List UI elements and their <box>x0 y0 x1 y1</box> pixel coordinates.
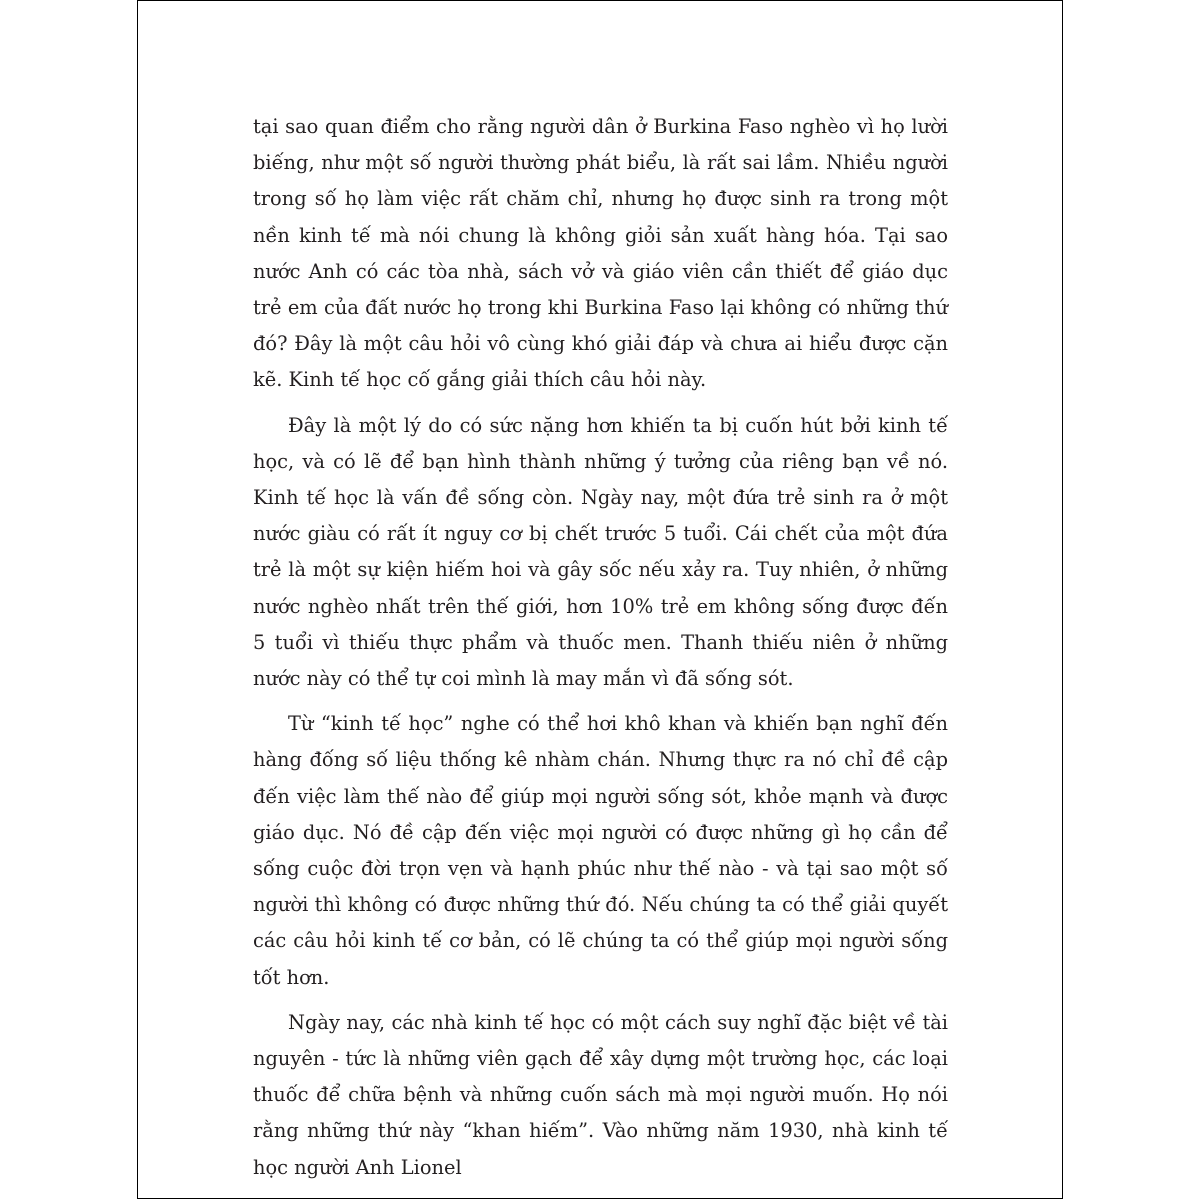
book-page <box>137 0 1063 1199</box>
paragraph-4: Ngày nay, các nhà kinh tế học có một cách suy nghĩ đặc biệt về tài nguyên - tức là những viên gạch để xây dựng một trường học, các loại thuốc để chữa bệnh và những cuốn sách mà mọi người muốn. Họ nói rằng những thứ này “khan hiếm”. Vào những năm 1930, nhà kinh tế học người Anh Lionel <box>253 1010 948 1179</box>
paragraph-2: Đây là một lý do có sức nặng hơn khiến ta bị cuốn hút bởi kinh tế học, và có lẽ để bạn hình thành những ý tưởng của riêng bạn về nó. Kinh tế học là vấn đề sống còn. Ngày nay, một đứa trẻ sinh ra ở một nước giàu có rất ít nguy cơ bị chết trước 5 tuổi. Cái chết của một đứa trẻ là một sự kiện hiếm hoi và gây sốc nếu xảy ra. Tuy nhiên, ở những nước nghèo nhất trên thế giới, hơn 10% trẻ em không sống được đến 5 tuổi vì thiếu thực phẩm và thuốc men. Thanh thiếu niên ở những nước này có thể tự coi mình là may mắn vì đã sống sót. <box>253 413 948 691</box>
paragraph-1: tại sao quan điểm cho rằng người dân ở Burkina Faso nghèo vì họ lười biếng, như một số người thường phát biểu, là rất sai lầm. Nhiều người trong số họ làm việc rất chăm chỉ, nhưng họ được sinh ra trong một nền kinh tế mà nói chung là không giỏi sản xuất hàng hóa. Tại sao nước Anh có các tòa nhà, sách vở và giáo viên cần thiết để giáo dục trẻ em của đất nước họ trong khi Burkina Faso lại không có những thứ đó? Đây là một câu hỏi vô cùng khó giải đáp và chưa ai hiểu được cặn kẽ. Kinh tế học cố gắng giải thích câu hỏi này. <box>253 115 948 392</box>
body-text <box>253 109 948 1195</box>
paragraph-3: Từ “kinh tế học” nghe có thể hơi khô khan và khiến bạn nghĩ đến hàng đống số liệu thống kê nhàm chán. Nhưng thực ra nó chỉ đề cập đến việc làm thế nào để giúp mọi người sống sót, khỏe mạnh và được giáo dục. Nó đề cập đến việc mọi người có được những gì họ cần để sống cuộc đời trọn vẹn và hạnh phúc như thế nào - và tại sao một số người thì không có được những thứ đó. Nếu chúng ta có thể giải quyết các câu hỏi kinh tế cơ bản, có lẽ chúng ta có thể giúp mọi người sống tốt hơn. <box>253 712 948 989</box>
